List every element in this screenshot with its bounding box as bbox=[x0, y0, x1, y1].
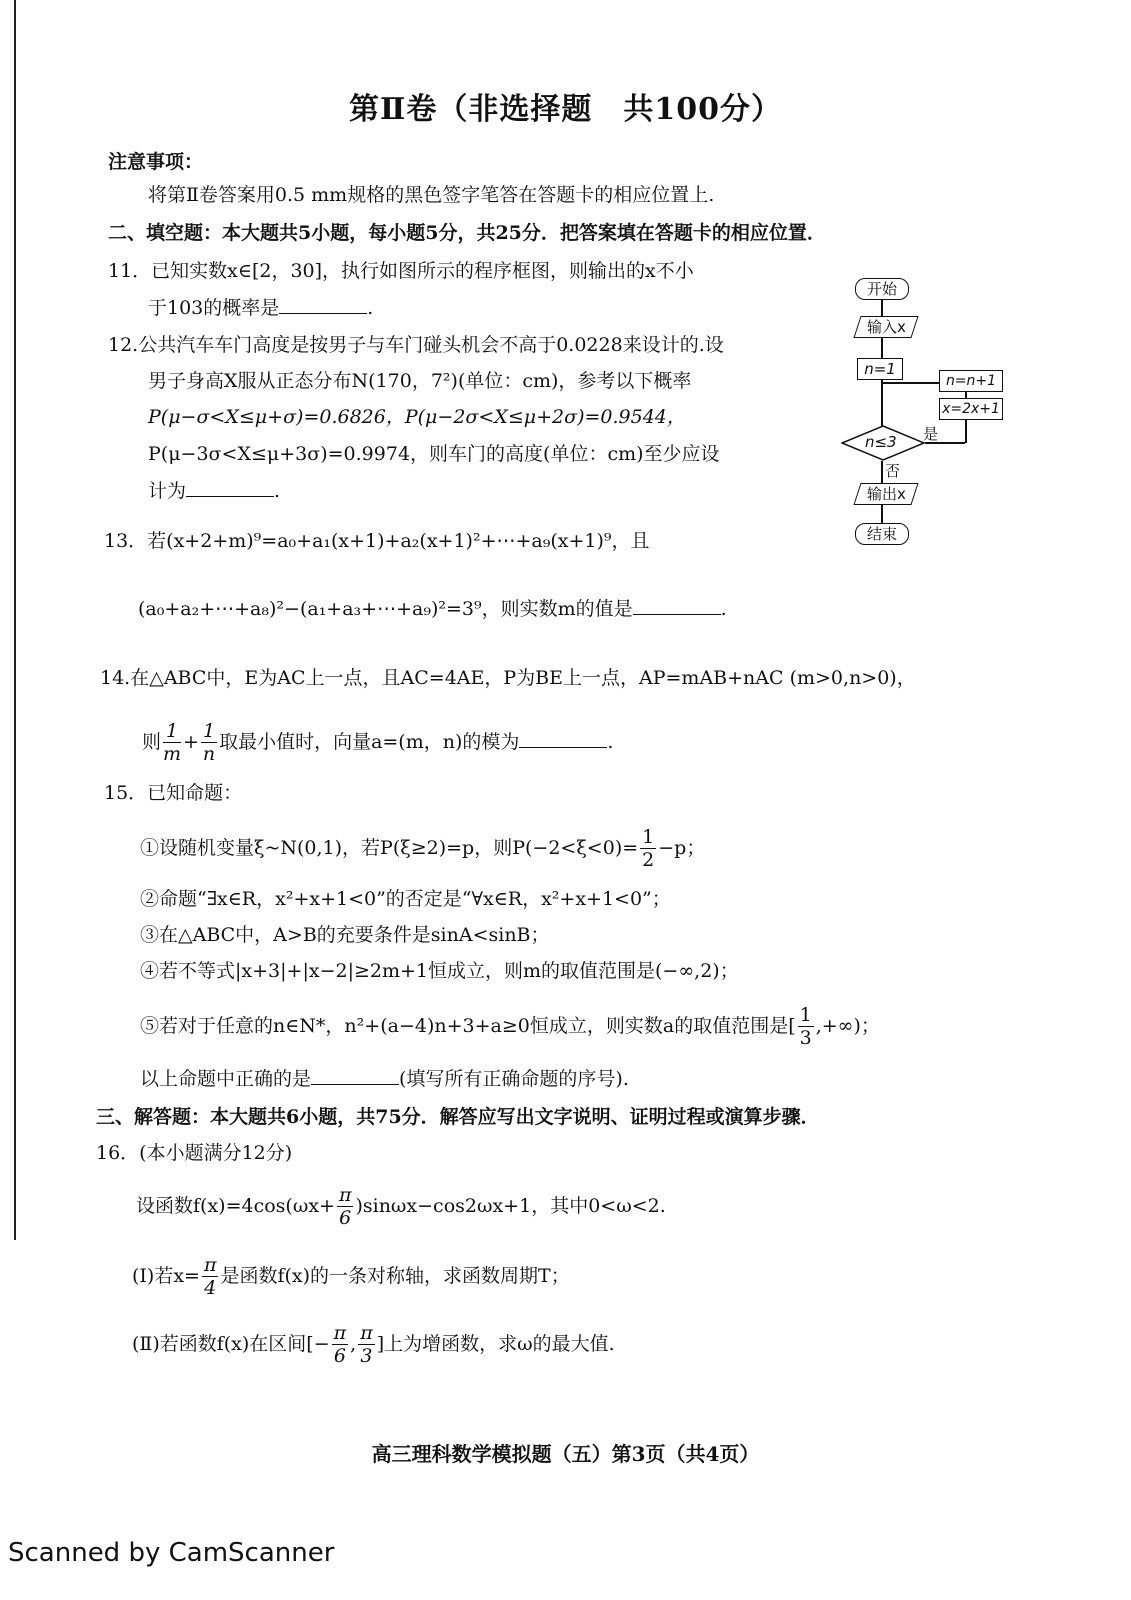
q12-line4: P(μ−3σ<X≤μ+3σ)=0.9974，则车门的高度(单位：cm)至少应设 bbox=[148, 443, 720, 465]
q12-line2: 男子身高X服从正态分布N(170，7²)(单位：cm)，参考以下概率 bbox=[148, 370, 692, 392]
flow-arrow bbox=[881, 338, 883, 358]
q15-prop5 bbox=[140, 1006, 880, 1048]
page-title: 第Ⅱ卷（非选择题 共100分） bbox=[349, 92, 782, 127]
q11-line2-text: 于103的概率是 bbox=[148, 297, 280, 319]
q15-prop5-post: ,+∞)； bbox=[815, 1015, 880, 1037]
q15-prop5-pre: ⑤若对于任意的n∈N*，n²+(a−4)n+3+a≥0恒成立，则实数a的取值范围是[ bbox=[140, 1015, 796, 1037]
flow-init: n=1 bbox=[857, 358, 903, 380]
flow-end: 结束 bbox=[855, 523, 909, 545]
answer-blank bbox=[186, 480, 274, 497]
fraction-pi-over-6: $\frac{\pi}{6}$ bbox=[333, 1322, 347, 1367]
answer-blank bbox=[519, 731, 607, 748]
flow-no-label: 否 bbox=[885, 462, 901, 480]
answer-blank bbox=[279, 297, 367, 314]
flow-arrow bbox=[881, 380, 883, 428]
flow-update: x=2x+1 bbox=[939, 398, 1003, 420]
q12-line1: 12.公共汽车车门高度是按男子与车门碰头机会不高于0.0228来设计的.设 bbox=[108, 334, 724, 356]
q15-conclusion bbox=[140, 1064, 629, 1091]
q12-line5: 计为 . bbox=[148, 480, 281, 502]
fraction-pi-over-3: $\frac{\pi}{3}$ bbox=[360, 1322, 373, 1367]
q13-line1: 13．若(x+2+m)⁹=a₀+a₁(x+1)+a₂(x+1)²+⋯+a₉(x+1)⁹，且 bbox=[104, 530, 650, 552]
q15-heading: 15．已知命题： bbox=[104, 782, 243, 804]
answer-blank bbox=[633, 598, 721, 615]
q16-part1-post: 是函数f(x)的一条对称轴，求函数周期T； bbox=[220, 1265, 570, 1287]
notice-text: 将第Ⅱ卷答案用0.5 mm规格的黑色签字笔答在答题卡的相应位置上. bbox=[148, 184, 715, 206]
q15-prop1-pre: ①设随机变量ξ~N(0,1)，若P(ξ≥2)=p，则P(−2<ξ<0)= bbox=[140, 837, 639, 859]
flow-output-label: 输出x bbox=[866, 485, 906, 503]
q16-heading: 16．(本小题满分12分) bbox=[96, 1142, 293, 1164]
flow-arrow bbox=[965, 392, 967, 398]
q15-prop1-post: −p； bbox=[658, 837, 706, 859]
q14-line1: 14.在△ABC中，E为AC上一点，且AC=4AE，P为BE上一点，AP=mAB+nAC (m>0,n>0)， bbox=[100, 667, 916, 689]
fraction-pi-over-4: $\frac{\pi}{4}$ bbox=[203, 1254, 217, 1299]
q15-prop3: ③在△ABC中，A>B的充要条件是sinA<sinB； bbox=[140, 924, 550, 946]
fraction-1-over-2: $\frac{1}{2}$ bbox=[642, 826, 655, 871]
q15-prop4: ④若不等式|x+3|+|x−2|≥2m+1恒成立，则m的取值范围是(−∞,2)； bbox=[140, 960, 739, 982]
q16-func-post: )sinωx−cos2ωx+1，其中0<ω<2. bbox=[355, 1195, 666, 1217]
program-flowchart bbox=[835, 270, 1035, 560]
q16-part2-post: ]上为增函数，求ω的最大值. bbox=[376, 1333, 615, 1355]
q15-conclusion-pre: 以上命题中正确的是 bbox=[140, 1068, 312, 1090]
q14-line2-post: 取最小值时，向量a=(m，n)的模为 bbox=[219, 731, 520, 753]
q16-func-pre: 设函数f(x)=4cos(ωx+ bbox=[136, 1195, 335, 1217]
fraction-1-over-3: $\frac{1}{3}$ bbox=[799, 1004, 812, 1049]
flow-arrow bbox=[881, 300, 883, 316]
flow-arrow bbox=[883, 382, 939, 384]
flow-increment: n=n+1 bbox=[939, 370, 1003, 392]
q11-line1: 11．已知实数x∈[2，30]，执行如图所示的程序框图，则输出的x不小 bbox=[108, 260, 694, 282]
q16-part1-pre: (Ⅰ)若x= bbox=[132, 1265, 200, 1287]
fraction-pi-over-6: $\frac{\pi}{6}$ bbox=[338, 1184, 352, 1229]
q14-line2-pre: 则 bbox=[142, 731, 162, 753]
q15-prop1 bbox=[140, 828, 705, 870]
flow-input bbox=[853, 316, 918, 338]
section-2-heading: 二、填空题：本大题共5小题，每小题5分，共25分．把答案填在答题卡的相应位置． bbox=[108, 222, 826, 244]
q11-line2: 于103的概率是 . bbox=[148, 297, 374, 319]
flow-condition-label: n≤3 bbox=[865, 433, 897, 451]
q16-part2-pre: (Ⅱ)若函数f(x)在区间[− bbox=[132, 1333, 330, 1355]
q12-line3: P(μ−σ<X≤μ+σ)=0.6826，P(μ−2σ<X≤μ+2σ)=0.9544， bbox=[148, 406, 686, 428]
q15-conclusion-post: (填写所有正确命题的序号). bbox=[399, 1068, 629, 1090]
flow-arrow bbox=[881, 505, 883, 523]
section-3-heading: 三、解答题：本大题共6小题，共75分．解答应写出文字说明、证明过程或演算步骤． bbox=[96, 1106, 820, 1128]
q14-line2: 则 $\frac{1}{m}$ + $\frac{1}{n}$ 取最小值时，向量a=(m，n)的模为 . bbox=[142, 720, 614, 765]
q12-line5-text: 计为 bbox=[148, 480, 187, 502]
q16-function bbox=[136, 1186, 666, 1228]
q13-line2-text: (a₀+a₂+⋯+a₈)²−(a₁+a₃+⋯+a₉)²=3⁹，则实数m的值是 bbox=[138, 598, 633, 620]
q15-prop2: ②命题“∃x∈R，x²+x+1<0”的否定是“∀x∈R，x²+x+1<0”； bbox=[140, 888, 671, 910]
flow-start: 开始 bbox=[855, 278, 909, 300]
notice-heading: 注意事项： bbox=[108, 151, 204, 173]
q16-part1 bbox=[132, 1256, 570, 1298]
fraction-1-over-m: $\frac{1}{m}$ bbox=[163, 720, 182, 765]
q16-part2-mid: , bbox=[350, 1333, 357, 1355]
answer-blank bbox=[311, 1068, 399, 1085]
flow-output bbox=[853, 483, 918, 505]
q13-line2: (a₀+a₂+⋯+a₈)²−(a₁+a₃+⋯+a₉)²=3⁹，则实数m的值是 . bbox=[138, 598, 727, 620]
flow-input-label: 输入x bbox=[866, 318, 906, 336]
scan-edge-line bbox=[14, 0, 16, 1240]
flow-yes-label: 是 bbox=[923, 425, 939, 443]
fraction-1-over-n: $\frac{1}{n}$ bbox=[202, 720, 216, 765]
flow-arrow bbox=[881, 461, 883, 483]
flow-arrow bbox=[965, 418, 967, 443]
camscanner-watermark: Scanned by CamScanner bbox=[8, 1538, 335, 1568]
q16-part2 bbox=[132, 1324, 615, 1366]
page-footer: 高三理科数学模拟题（五）第3页（共4页） bbox=[371, 1442, 760, 1466]
